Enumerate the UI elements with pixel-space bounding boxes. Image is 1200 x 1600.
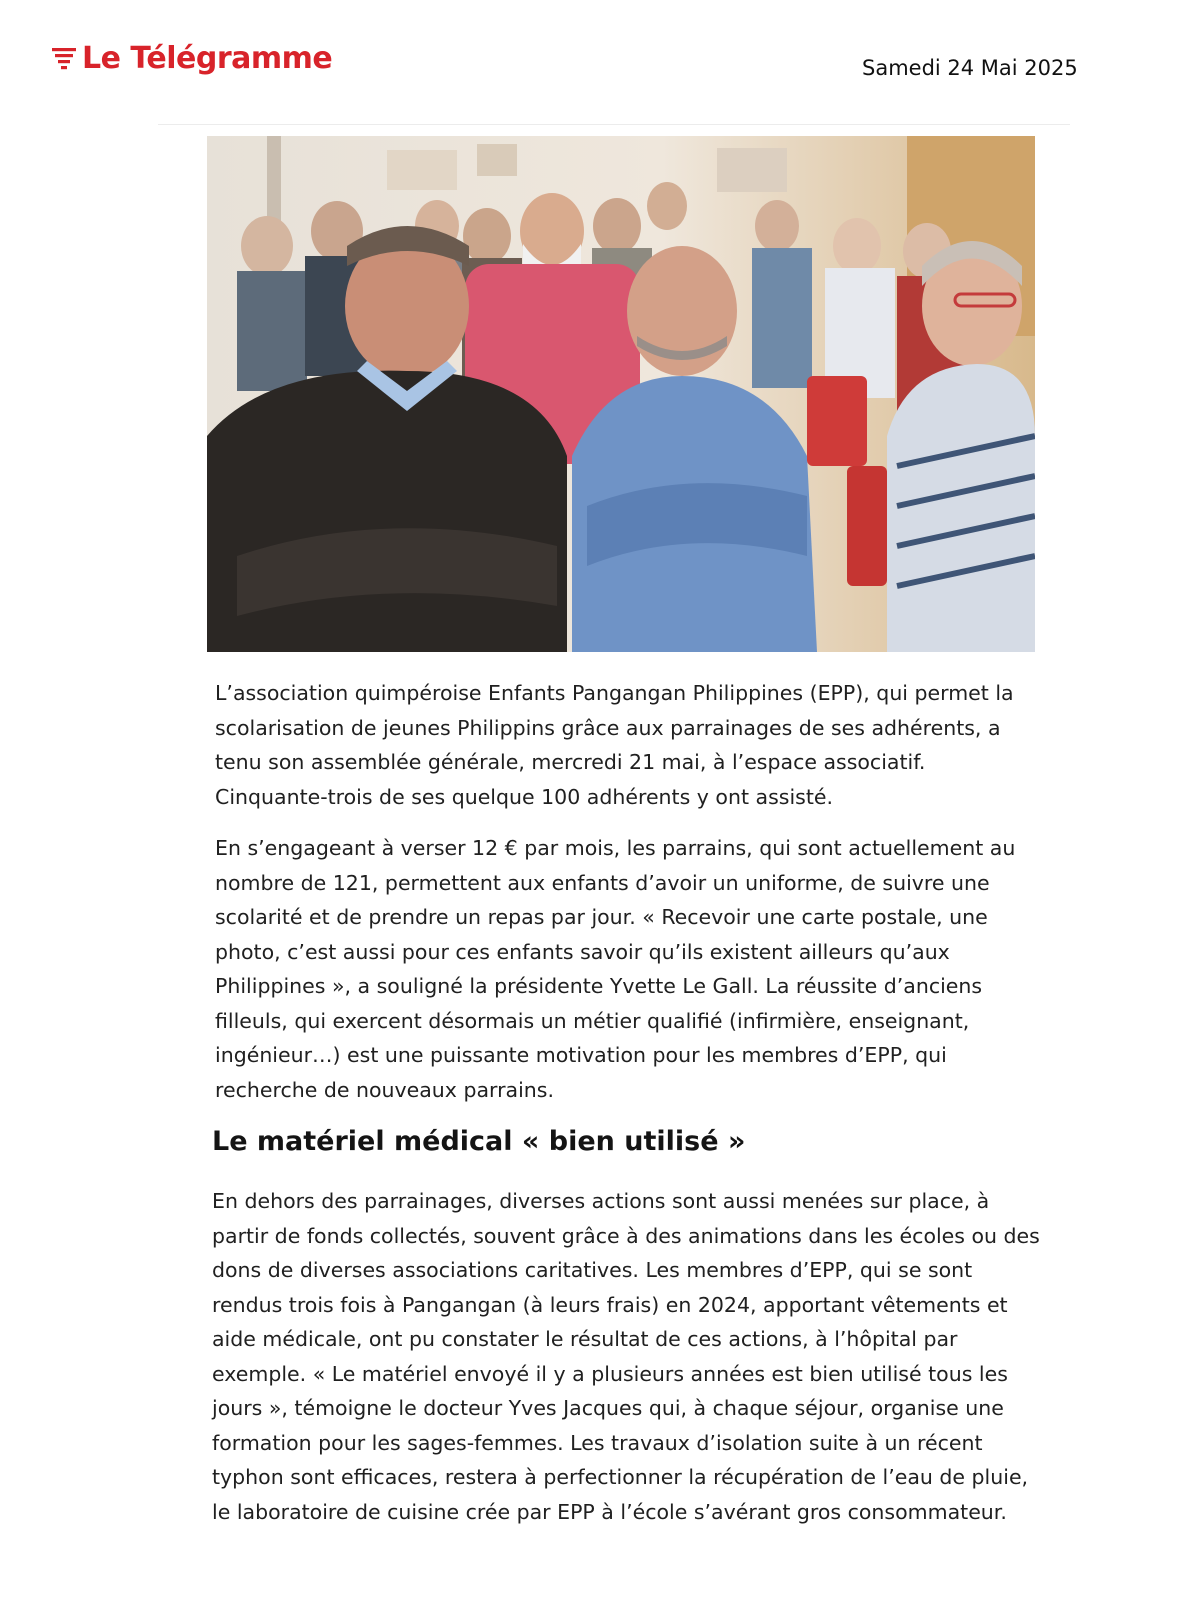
header-divider	[158, 124, 1070, 125]
article-paragraph: En s’engageant à verser 12 € par mois, les parrains, qui sont actuellement au nombre de 121, permettent aux enfants d’avoir un uniforme, de suivre une scolarité et de prendre un repas par jour. « Recevoir une carte postale, une photo, c’est aussi pour ces enfants savoir qu’ils existent ailleurs qu’aux Philippines », a souligné la présidente Yvette Le Gall. La réussite d’anciens filleuls, qui exercent désormais un métier qualifié (infirmière, enseignant, ingénieur…) est une puissante motivation pour les membres d’EPP, qui recherche de nouveaux parrains.	[215, 836, 1016, 1102]
publication-date: Samedi 24 Mai 2025	[862, 56, 1078, 80]
article-paragraph: L’association quimpéroise Enfants Pangangan Philippines (EPP), qui permet la scolarisation de jeunes Philippins grâce aux parrainages de ses adhérents, a tenu son assemblée générale, mercredi 21 mai, à l’espace associatif. Cinquante-trois de ses quelque 100 adhérents y ont assisté.	[215, 681, 1014, 809]
audience-photo-illustration	[207, 136, 1035, 652]
article-paragraph: En dehors des parrainages, diverses actions sont aussi menées sur place, à partir de fonds collectés, souvent grâce à des animations dans les écoles ou des dons de diverses associations caritatives. Les membres d’EPP, qui se sont rendus trois fois à Pangangan (à leurs frais) en 2024, apportant vêtements et aide médicale, ont pu constater le résultat de ces actions, à l’hôpital par exemple. « Le matériel envoyé il y a plusieurs années est bien utilisé tous les jours », témoigne le docteur Yves Jacques qui, à chaque séjour, organise une formation pour les sages-femmes. Les travaux d’isolation suite à un récent typhon sont efficaces, restera à perfectionner la récupération de l’eau de pluie, le laboratoire de cuisine crée par EPP à l’école s’avérant gros consommateur.	[212, 1189, 1040, 1524]
site-name: Le Télégramme	[82, 41, 333, 76]
article-photo	[207, 136, 1035, 652]
page-header	[0, 0, 1200, 120]
telegramme-mark-icon	[52, 45, 76, 73]
article-body	[210, 676, 1040, 1546]
article-subheading: Le matériel médical « bien utilisé »	[212, 1126, 746, 1157]
site-logo[interactable]	[52, 41, 333, 76]
